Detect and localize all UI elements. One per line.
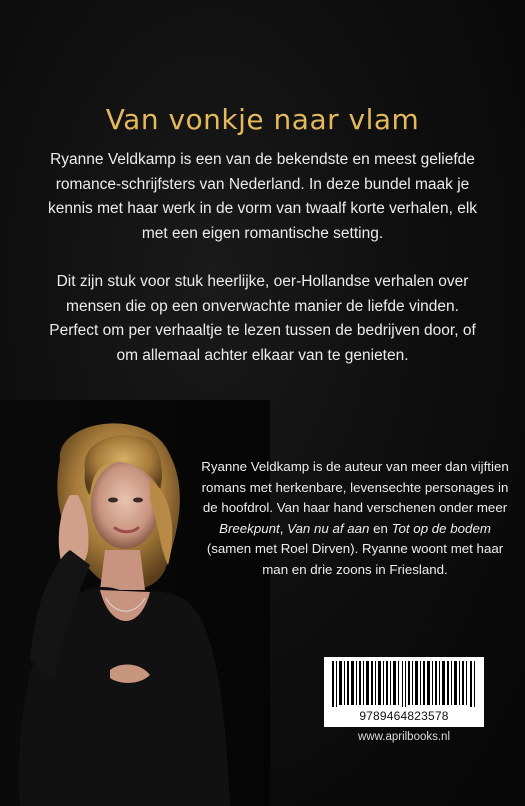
book-title-van-nu-af-aan: Van nu af aan — [287, 520, 370, 536]
publisher-website: www.aprilbooks.nl — [357, 731, 451, 743]
blurb-paragraph-2: Dit zijn stuk voor stuk heerlijke, oer-Hollandse verhalen over mensen die op een onverwachte manier de liefde vinden. Perfect om per verhaaltje te lezen tussen de bedrijven door, of om allemaal achter elkaar van te genieten. — [49, 273, 476, 364]
bio-text-1: Ryanne Veldkamp is de auteur van meer dan vijftien romans met herkenbare, levensechte personages in de hoofdrol. Van haar hand verschenen onder meer — [201, 459, 509, 515]
bio-text-2: (samen met Roel Dirven). Ryanne woont met haar man en drie zoons in Friesland. — [206, 541, 504, 577]
blurb-paragraph-1: Ryanne Veldkamp is een van de bekendste en meest geliefde romance-schrijfsters van Nederland. In deze bundel maak je kennis met haar werk in de vorm van twaalf korte verhalen, elk met een eigen romantische setting. — [47, 151, 478, 242]
book-title-tot-op-de-bodem: Tot op de bodem — [391, 520, 491, 536]
barcode-bars — [330, 661, 478, 707]
cover-title: Van vonkje naar vlam — [105, 102, 420, 136]
author-bio — [196, 457, 514, 580]
barcode — [324, 657, 484, 727]
book-title-breekpunt: Breekpunt — [219, 520, 280, 536]
isbn-number: 9789464823578 — [359, 709, 449, 723]
bio-separator-1: , — [279, 520, 288, 536]
bio-separator-2: en — [369, 520, 392, 536]
